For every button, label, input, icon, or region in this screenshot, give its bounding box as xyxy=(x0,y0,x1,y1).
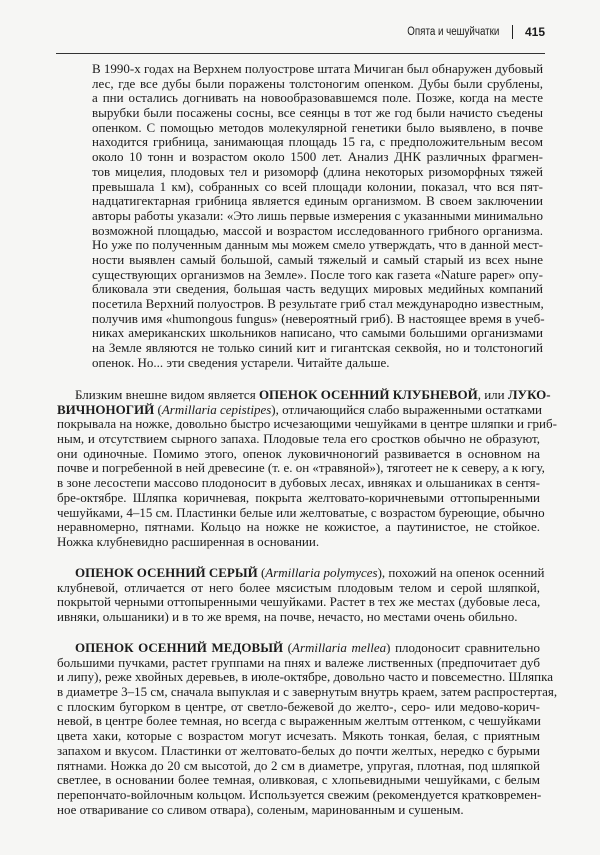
text-line xyxy=(92,62,543,77)
text-line xyxy=(92,194,543,209)
bold-term: ЛУКО- xyxy=(507,387,551,402)
text-line xyxy=(57,416,557,432)
inset-text-block xyxy=(92,62,543,370)
text-line xyxy=(57,803,540,818)
text-run: с плоским бугорком в центре, от светло-бежевой до желто-, серо- или медово-корич- xyxy=(57,698,540,714)
text-line xyxy=(57,759,540,774)
text-line xyxy=(57,447,540,462)
text-line xyxy=(92,312,543,327)
text-run: ивняки, ольшаники) и в то же время, на почве, нечасто, но местами очень обильно. xyxy=(57,609,518,625)
text-run: Но уже по полученным данным мы можем смело утверждать, что в данной мест- xyxy=(92,237,543,253)
latin-name: Armillaria polymyces xyxy=(265,565,378,580)
text-run: перепончато-войлочным кольцом. Используется свежим (рекомендуется кратковремен- xyxy=(57,786,542,802)
text-line xyxy=(57,700,540,715)
text-run: никах американских школьников написано, что самыми большими организмами xyxy=(92,325,543,341)
text-run: ( xyxy=(283,640,293,655)
paragraph-armillaria-cepistipes xyxy=(57,387,557,550)
text-line xyxy=(92,224,543,239)
text-run: В 1990-х годах на Верхнем полуострове штата Мичиган был обнаружен дубовый xyxy=(92,61,544,76)
text-line xyxy=(57,595,540,610)
text-run: покрытой черными оттопыренными чешуйками. Растет в тех же местах (дубовые леса, xyxy=(57,594,541,610)
paragraph-armillaria-polymyces xyxy=(57,565,545,625)
text-line xyxy=(57,669,553,685)
text-run: Близким внешне видом является xyxy=(75,387,259,402)
text-run: большими пучками, растет группами на пнях и валеже лиственных (предпочитает дуб xyxy=(57,654,540,670)
text-line xyxy=(92,268,543,283)
text-run: ности выявлен самый большой, самый тяжелый и самый старый из всех ныне xyxy=(92,251,543,267)
text-line xyxy=(92,77,543,92)
text-run: ), отличающийся слабо выраженными остатками xyxy=(271,401,543,417)
text-run: опенком. С помощью методов молекулярной генетики было выявлено, в почве xyxy=(92,119,543,135)
text-line xyxy=(57,714,540,729)
text-run: неравномерно, пятнами. Кольцо на ножке не кожистое, а паутинистое, не стойкое. xyxy=(57,519,540,535)
text-line xyxy=(92,150,543,165)
text-run: превышала 1 км), собранных со всей площади колонии, показал, что вся пят- xyxy=(92,178,543,194)
latin-name: Armillaria cepistipes xyxy=(161,401,272,417)
text-line xyxy=(57,460,545,476)
text-run: ) плодоносит сравнительно xyxy=(386,640,540,655)
text-run: клубневой, отличается от него более мясистым плодовым телом и серой шляпкой, xyxy=(57,579,540,595)
text-line xyxy=(92,121,543,136)
text-line xyxy=(57,535,540,550)
text-run: в диаметре 3–15 см, сначала выпуклая и с завернутым внутрь краем, затем распростертая, xyxy=(57,684,558,700)
text-line xyxy=(57,684,558,700)
text-run: запахом и вкусом. Пластинки от желтовато-белых до почти желтых, нередко с бурыми xyxy=(57,742,540,758)
text-line xyxy=(92,238,543,253)
text-line xyxy=(57,610,540,625)
text-run: на Земле являются не только синий кит и гигантская секвойя, но и толстоногий xyxy=(92,340,543,356)
paragraph-armillaria-mellea xyxy=(57,640,558,817)
text-run: получив имя «humongous fungus» (невероятный гриб). В настоящее время в учеб- xyxy=(92,310,545,326)
text-line xyxy=(57,387,551,403)
text-line xyxy=(57,788,540,803)
text-line xyxy=(92,341,543,356)
text-run: а пни остались догнивать на новообразовавшемся поле. Позже, когда на месте xyxy=(92,90,543,106)
text-run: почве и погребенной в ней древесине (т. е. он «травяной»), тяготеет не к северу, а к югу, xyxy=(57,460,545,476)
text-run: пятнами. Ножка до 20 см высотой, до 2 см в диаметре, упругая, плотная, под шляпкой xyxy=(57,757,540,773)
text-run: Ножка клубневидно расширенная в основании. xyxy=(57,533,320,549)
text-run: бре-октябре. Шляпка коричневая, покрыта желтовато-коричневыми оттопыренными xyxy=(57,489,540,505)
text-line xyxy=(57,729,540,744)
text-line xyxy=(92,91,543,106)
running-header xyxy=(56,24,545,54)
text-run: ( xyxy=(257,565,266,580)
text-line xyxy=(57,476,540,491)
latin-name: Armillaria mellea xyxy=(292,640,387,655)
text-line xyxy=(57,773,540,788)
text-run: , или xyxy=(477,387,508,402)
text-run: ), похожий на опенок осенний xyxy=(377,565,545,580)
text-line xyxy=(92,297,543,312)
text-line xyxy=(92,253,543,268)
text-line xyxy=(92,326,543,341)
text-run: существующих организмов на Земле». После того как газета «Nature paper» опу- xyxy=(92,266,543,282)
text-run: ным, и отсутствием сырного запаха. Плодовые тела его сростков обычно не образуют, xyxy=(57,431,540,447)
bold-term: ОПЕНОК ОСЕННИЙ КЛУБНЕВОЙ xyxy=(258,387,478,402)
text-line xyxy=(57,581,540,596)
text-line xyxy=(92,106,543,121)
text-line xyxy=(92,180,543,195)
text-line xyxy=(92,165,543,180)
text-line xyxy=(57,656,540,671)
text-run: авторы работы указали: «Это лишь первые измерения с указанными минимально xyxy=(92,207,543,223)
text-line xyxy=(92,209,543,224)
bold-term: ВИЧНОНОГИЙ xyxy=(57,401,155,417)
text-run: бликовала эти сведения, большая часть ведущих мировых медийных компаний xyxy=(92,281,543,297)
text-line xyxy=(92,282,543,297)
section-title: Опята и чешуйчатки xyxy=(406,26,499,38)
text-run: они одиночные. Помимо этого, опенок луковичноногий развивается в основном на xyxy=(57,445,540,461)
text-run: надцатигектарная грибница является единым организмом. В своем заключении xyxy=(92,193,543,209)
text-line xyxy=(92,135,543,150)
text-run: посетила Верхний полуостров. В результате гриб стал международно известным, xyxy=(92,296,544,311)
text-line xyxy=(57,401,543,418)
text-line xyxy=(57,432,540,447)
text-run: находится грибница, занимающая площадь 15 га, с предположительным весом xyxy=(92,134,543,150)
text-run: вырубки были посажены сосны, все сеянцы в тот же год были начисто съедены xyxy=(92,105,543,121)
text-run: тов мицелия, плодовых тел и ризоморф (длина некоторых ризоморфных тяжей xyxy=(92,163,543,179)
text-run: цвета хаки, которые с возрастом могут исчезать. Мякоть тонкая, белая, с приятным xyxy=(57,728,540,744)
text-run: лес, где все дубы были поражены толстоногим опенком. Дубы были срублены, xyxy=(92,75,543,91)
page-number: 415 xyxy=(524,25,545,39)
text-line xyxy=(57,520,540,535)
text-run: чешуйками, 4–15 см. Пластинки белые или желтоватые, с возрастом буреющие, обычно xyxy=(57,504,545,520)
text-run: и липу), реже хвойных деревьев, в июле-октябре, довольно часто и повсеместно. Шляпка xyxy=(57,669,553,685)
text-run: невой, в центре более темная, но всегда с выраженным желтым оттенком, с чешуйками xyxy=(57,713,541,729)
text-run: в зоне лесостепи массово плодоносит в дубовых лесах, ивняках и ольшаниках в сентя- xyxy=(57,475,540,491)
text-line xyxy=(57,744,540,759)
text-run: около 10 тонн и возрастом около 1500 лет. Анализ ДНК различных фрагмен- xyxy=(92,149,543,165)
text-run: опенок. Но... эти сведения устарели. Читайте дальше. xyxy=(92,354,390,370)
header-divider xyxy=(512,25,514,39)
text-line xyxy=(57,565,545,581)
text-run: ное отваривание со сливом отвара), соленым, маринованным и сушеным. xyxy=(57,801,464,817)
text-line xyxy=(92,356,543,371)
text-run: ( xyxy=(154,401,162,417)
text-line xyxy=(57,641,540,656)
text-run: светлее, в основании более темная, оливковая, с хлопьевидными чешуйками, с белым xyxy=(57,772,540,788)
text-line xyxy=(57,491,540,506)
bold-term: ОПЕНОК ОСЕННИЙ СЕРЫЙ xyxy=(75,565,258,580)
text-line xyxy=(57,504,545,521)
bold-term: ОПЕНОК ОСЕННИЙ МЕДОВЫЙ xyxy=(75,640,284,655)
text-run: возможной площадью, массой и возрастом исследованного грибного организма. xyxy=(92,222,543,238)
text-run: покрывала на ножке, довольно быстро исчезающими чешуйками в центре шляпки и гриб- xyxy=(57,416,557,432)
